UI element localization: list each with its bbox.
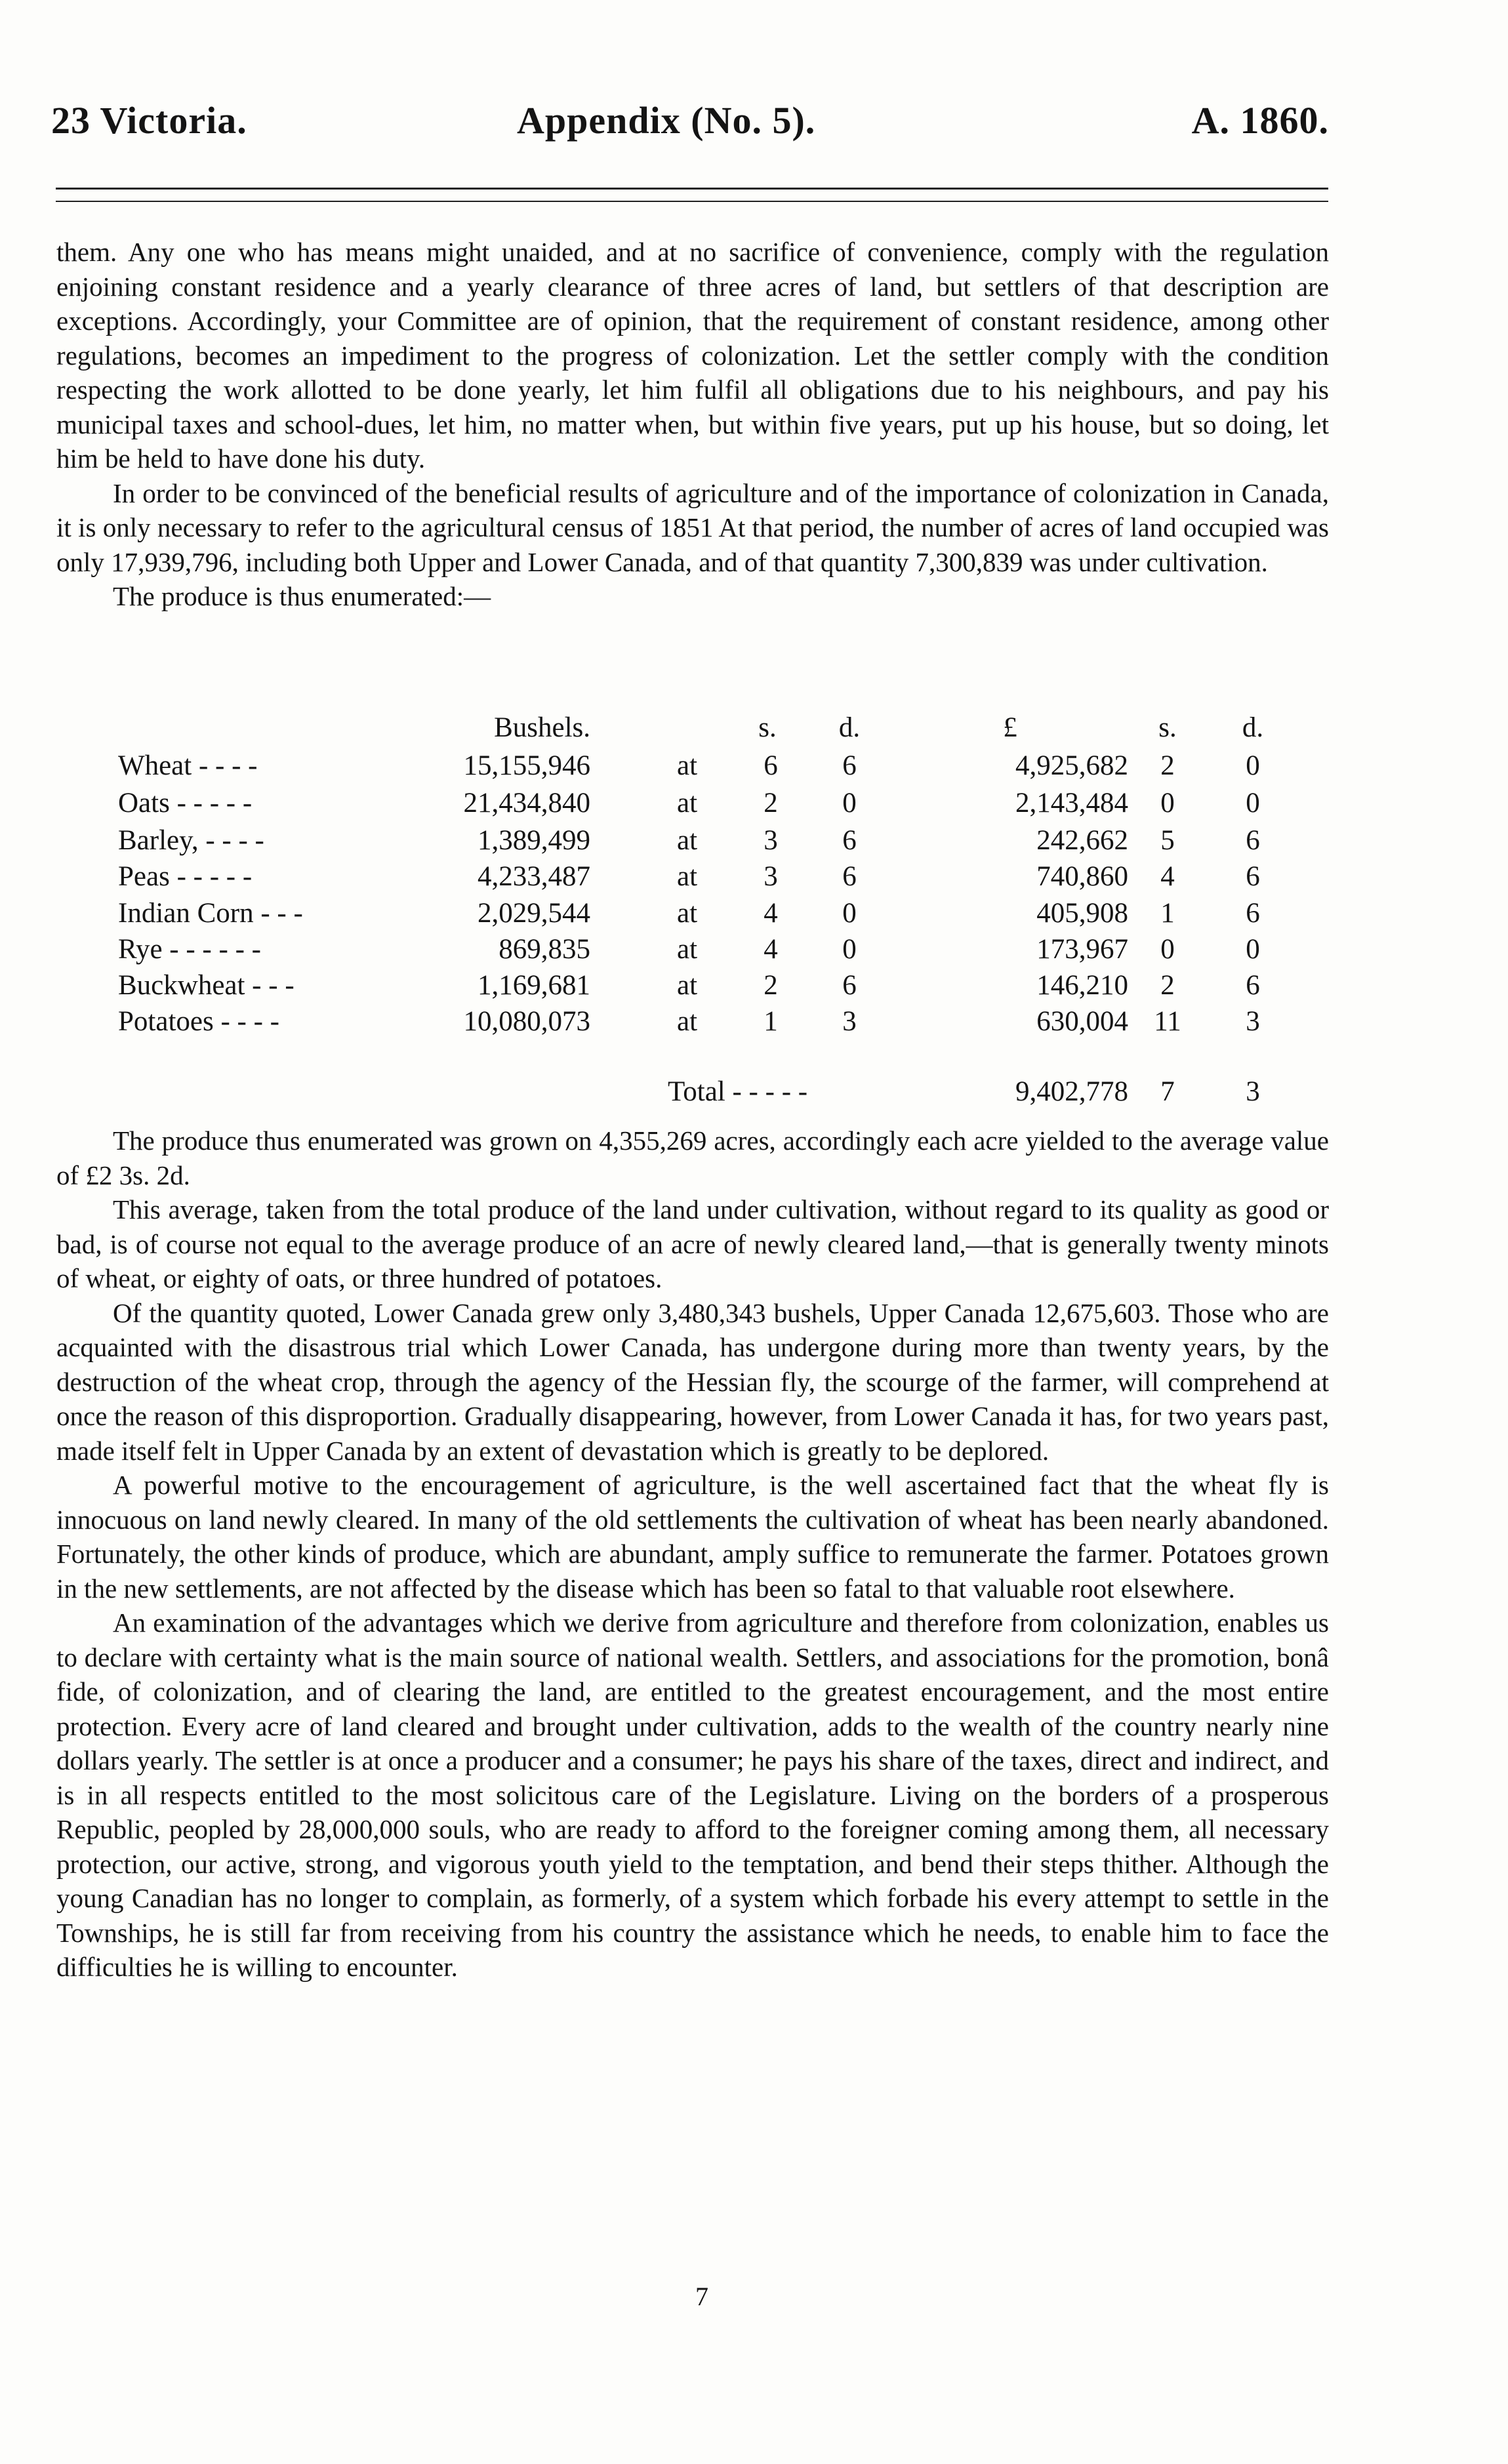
paragraph: This average, taken from the total produce of the land under cultivation, without regard to its quality as good or bad, is of course not equal to the average produce of an acre of newly cleared land,—that is generally twenty minots of wheat, or eighty of oats, or three hundred of potatoes. (56, 1194, 1329, 1293)
header-rule-bottom (56, 201, 1328, 202)
shillings-value: 2 (1160, 750, 1175, 781)
paragraph: In order to be convinced of the beneficial results of agriculture and of the importance of colonization in Canada, it is only necessary to refer to the agricultural census of 1851 At that period, the number of acres of land occupied was only 17,939,796, including both Upper and Lower Canada, and of that quantity 7,300,839 was under cultivation. (56, 477, 1329, 577)
crop-name: Rye - - - - - - (118, 934, 261, 965)
pence-rate: 0 (842, 934, 857, 965)
shillings-value: 11 (1154, 1006, 1181, 1037)
paragraph: them. Any one who has means might unaided, and at no sacrifice of convenience, comply with the regulation enjoining constant residence and a yearly clearance of three acres of land, but settlers of that description are exceptions. Accordingly, your Committee are of opinion, that the requirement of constant residence, among other regulations, becomes an impediment to the progress of colonization. Let the settler comply with the condition respecting the work allotted to be done yearly, let him fulfil all obligations due to his neighbours, and pay his municipal taxes and school-dues, let him, no matter when, but within five years, put up his house, but so doing, let him be held to have done his duty. (56, 237, 1329, 474)
bushels-value: 21,434,840 (463, 788, 590, 818)
total-shillings: 7 (1160, 1076, 1175, 1107)
pence-rate: 6 (842, 861, 857, 892)
total-pence: 3 (1246, 1076, 1260, 1107)
shillings-rate: 4 (764, 898, 778, 929)
header-pounds: £ (1003, 712, 1017, 743)
bushels-value: 15,155,946 (463, 750, 590, 781)
paragraph: An examination of the advantages which we derive from agriculture and therefore from colonization, enables us to declare with certainty what is the main source of national wealth. Settlers, and associations for the promotion, bonâ fide, of colonization, and of clearing the land, are entitled to the greatest encouragement, and the most entire protection. Every acre of land cleared and brought under cultivation, adds to the wealth of the country nearly nine dollars yearly. The settler is at once a producer and a consumer; he pays his share of the taxes, direct and indirect, and is in all respects entitled to the most solicitous care of the Legislature. Living on the borders of a prosperous Republic, peopled by 28,000,000 souls, who are ready to afford to the foreigner coming among them, all necessary protection, our active, strong, and vigorous youth yield to the temptation, and bend their steps thither. Although the young Canadian has no longer to complain, as formerly, of a system which forbade his every attempt to settle in the Townships, he is still far from receiving from his country the assistance which he needs, to enable him to face the difficulties he is willing to encounter. (56, 1607, 1329, 1982)
shillings-rate: 3 (764, 825, 778, 856)
shillings-value: 0 (1160, 788, 1175, 818)
paragraph: The produce thus enumerated was grown on 4,355,269 acres, accordingly each acre yielded to the average value of £2 3s. 2d. (56, 1125, 1329, 1190)
shillings-value: 5 (1160, 825, 1175, 856)
bushels-value: 10,080,073 (463, 1006, 590, 1037)
at-label: at (677, 861, 698, 892)
shillings-rate: 3 (764, 861, 778, 892)
shillings-value: 2 (1160, 970, 1175, 1001)
header-rule-top (56, 188, 1328, 190)
pence-rate: 0 (842, 788, 857, 818)
crop-name: Wheat - - - - (118, 750, 258, 781)
pence-value: 3 (1246, 1006, 1260, 1037)
pence-value: 0 (1246, 750, 1260, 781)
pence-value: 6 (1246, 861, 1260, 892)
header-pence: d. (838, 712, 861, 743)
header-appendix: Appendix (No. 5). (517, 99, 816, 142)
pounds-value: 630,004 (1036, 1006, 1128, 1037)
pence-rate: 6 (842, 970, 857, 1001)
pounds-value: 2,143,484 (1015, 788, 1128, 818)
at-label: at (677, 898, 698, 929)
paragraph: A powerful motive to the encouragement of agriculture, is the well ascertained fact that the wheat fly is innocuous on land newly cleared. In many of the old settlements the cultivation of wheat has been nearly abandoned. Fortunately, the other kinds of produce, which are abundant, amply suffice to remunerate the farmer. Potatoes grown in the new settlements, are not affected by the disease which has been so fatal to that valuable root elsewhere. (56, 1470, 1329, 1604)
header-session: 23 Victoria. (51, 99, 247, 142)
pence-rate: 6 (842, 750, 857, 781)
pence-value: 0 (1246, 934, 1260, 965)
bushels-value: 1,389,499 (478, 825, 590, 856)
shillings-rate: 6 (764, 750, 778, 781)
crop-name: Peas - - - - - (118, 861, 253, 892)
pence-value: 6 (1246, 898, 1260, 929)
running-header (51, 98, 1329, 151)
body-text-bottom (56, 1123, 1329, 1985)
pounds-value: 740,860 (1036, 861, 1128, 892)
shillings-value: 1 (1160, 898, 1175, 929)
total-label: Total - - - - - (668, 1076, 808, 1107)
at-label: at (677, 750, 698, 781)
shillings-value: 0 (1160, 934, 1175, 965)
total-pounds: 9,402,778 (1015, 1076, 1128, 1107)
crop-name: Indian Corn - - - (118, 898, 303, 929)
header-bushels: Bushels. (494, 712, 590, 743)
header-shillings: s. (758, 712, 777, 743)
at-label: at (677, 788, 698, 818)
at-label: at (677, 825, 698, 856)
pounds-value: 4,925,682 (1015, 750, 1128, 781)
pence-value: 0 (1246, 788, 1260, 818)
body-text-top (56, 235, 1329, 614)
paragraph: Of the quantity quoted, Lower Canada grew only 3,480,343 bushels, Upper Canada 12,675,603. Those who are acquainted with the disastrous trial which Lower Canada, has undergone during more than twenty years, by the destruction of the wheat crop, through the agency of the Hessian fly, the scourge of the farmer, will comprehend at once the reason of this disproportion. Gradually disappearing, however, from Lower Canada it has, for two years past, made itself felt in Upper Canada by an extent of devastation which is greatly to be deplored. (56, 1297, 1329, 1466)
at-label: at (677, 970, 698, 1001)
pence-value: 6 (1246, 825, 1260, 856)
header-shillings-value: s. (1158, 712, 1177, 743)
shillings-rate: 4 (764, 934, 778, 965)
crop-name: Buckwheat - - - (118, 970, 295, 1001)
crop-name: Potatoes - - - - (118, 1006, 279, 1037)
header-year: A. 1860. (1191, 99, 1329, 142)
bushels-value: 2,029,544 (478, 898, 590, 929)
pounds-value: 242,662 (1036, 825, 1128, 856)
pounds-value: 146,210 (1036, 970, 1128, 1001)
bushels-value: 4,233,487 (478, 861, 590, 892)
at-label: at (677, 1006, 698, 1037)
pence-rate: 6 (842, 825, 857, 856)
page-number: 7 (695, 2282, 708, 2311)
shillings-rate: 2 (764, 788, 778, 818)
paragraph: The produce is thus enumerated:— (113, 581, 491, 611)
shillings-rate: 2 (764, 970, 778, 1001)
pence-value: 6 (1246, 970, 1260, 1001)
pence-rate: 3 (842, 1006, 857, 1037)
header-pence-value: d. (1242, 712, 1264, 743)
pounds-value: 405,908 (1036, 898, 1128, 929)
crop-name: Barley, - - - - (118, 825, 264, 856)
bushels-value: 869,835 (499, 934, 590, 965)
bushels-value: 1,169,681 (478, 970, 590, 1001)
pence-rate: 0 (842, 898, 857, 929)
shillings-value: 4 (1160, 861, 1175, 892)
shillings-rate: 1 (764, 1006, 778, 1037)
crop-name: Oats - - - - - (118, 788, 253, 818)
at-label: at (677, 934, 698, 965)
pounds-value: 173,967 (1036, 934, 1128, 965)
